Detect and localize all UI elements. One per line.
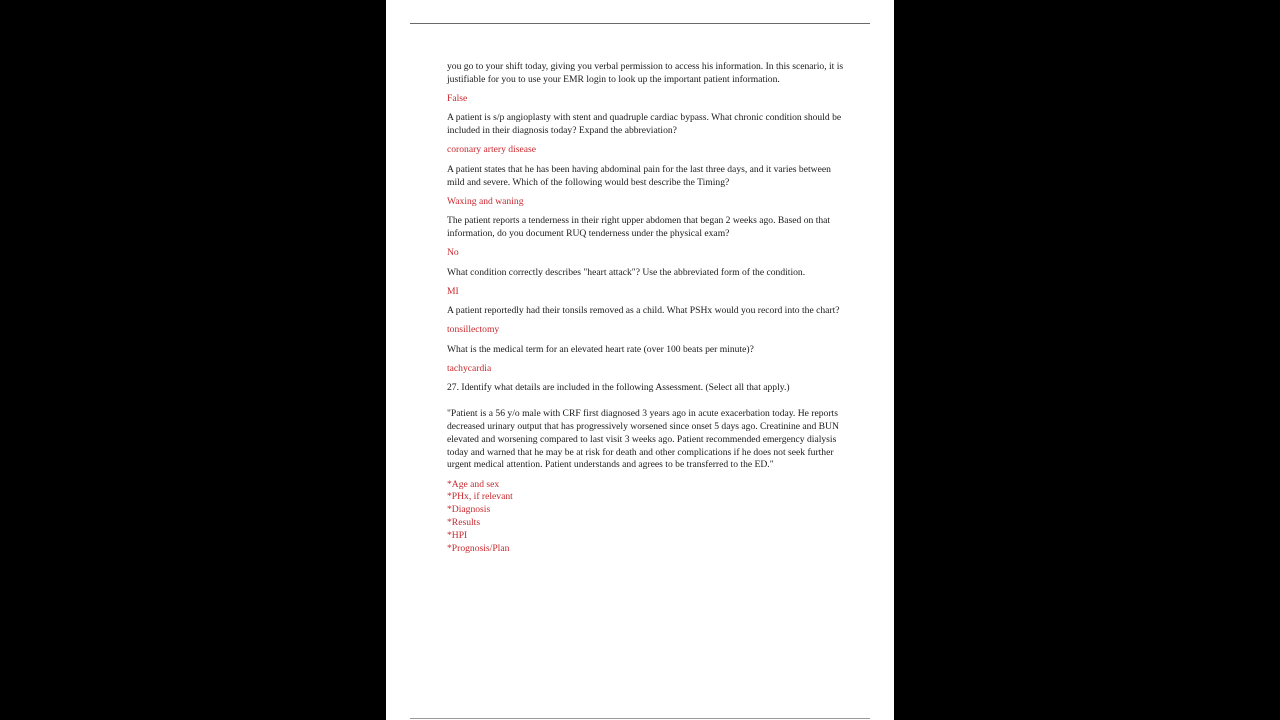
answer-option: *HPI [447,529,468,541]
question-text: What condition correctly describes "heart attack"? Use the abbreviated form of the condition. [447,266,806,278]
answer-text: Waxing and waning [447,195,524,207]
answer-option: *Age and sex [447,478,500,490]
question-27-text: 27. Identify what details are included in the following Assessment. (Select all that apply.) [447,382,790,394]
document-page [386,0,894,720]
assessment-quote: "Patient is a 56 y/o male with CRF first diagnosed 3 years ago in acute exacerbation today. He reports decreased urinary output that has progressively worsened since onset 5 days ago. Creatinine and BUN elevated and worsening compared to last visit 3 weeks ago. Patient recommended emergency dialysis today and warned that he may be at risk for death and other complications if he does not seek further urgent medical attention. Patient understands and agrees to be transferred to the ED." [447,408,839,471]
answer-option: *Results [447,517,481,529]
question-text: What is the medical term for an elevated heart rate (over 100 beats per minute)? [447,343,754,355]
question-text: A patient states that he has been having abdominal pain for the last three days, and it varies between mild and severe. Which of the following would best describe the Timing? [447,163,831,188]
question-text: you go to your shift today, giving you verbal permission to access his information. In this scenario, it is justifiable for you to use your EMR login to look up the important patient information. [447,61,844,85]
answer-text: False [447,93,468,105]
question-text: The patient reports a tenderness in their right upper abdomen that began 2 weeks ago. Based on that information, do you document RUQ tenderness under the physical exam? [447,215,831,239]
document-content [447,61,847,555]
answer-text: tachycardia [447,363,492,375]
answer-text: tonsillectomy [447,324,500,336]
answer-option: *PHx, if relevant [447,491,513,503]
question-text: A patient reportedly had their tonsils removed as a child. What PSHx would you record into the chart? [447,305,840,317]
footer-rule [410,718,870,719]
answer-text: coronary artery disease [447,144,536,156]
answer-text: MI [447,285,459,297]
answer-text: No [447,247,459,259]
question-text: A patient is s/p angioplasty with stent and quadruple cardiac bypass. What chronic condition should be included in their diagnosis today? Expand the abbreviation? [447,112,842,137]
answer-option: *Prognosis/Plan [447,542,510,554]
answer-list [447,479,847,556]
answer-option: *Diagnosis [447,504,491,516]
header-rule [410,23,870,24]
